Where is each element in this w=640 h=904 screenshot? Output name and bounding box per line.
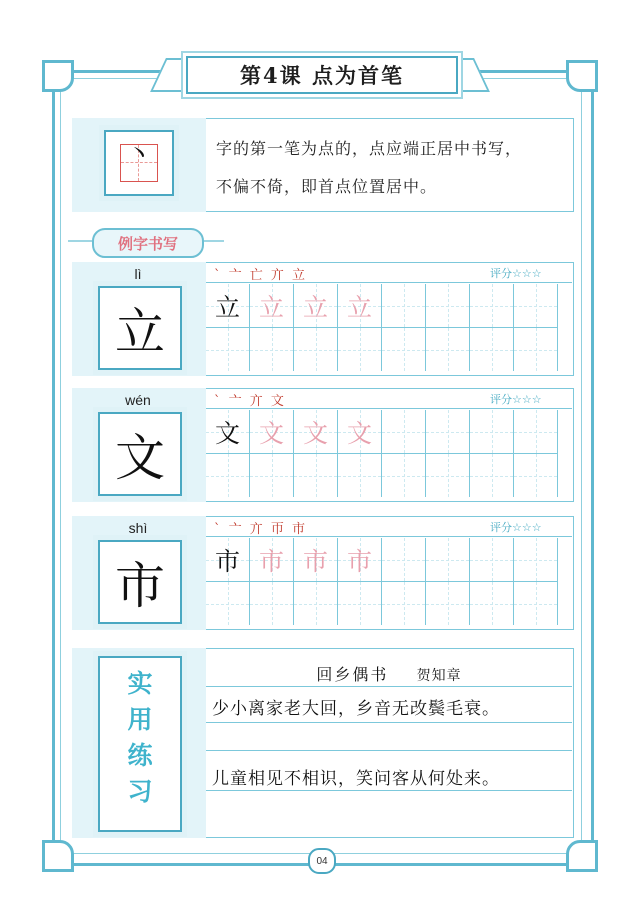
grid-cell[interactable] — [250, 454, 294, 497]
rule-stroke-box — [104, 130, 174, 196]
grid-cell[interactable] — [426, 582, 470, 625]
grid-cell[interactable] — [382, 454, 426, 497]
trace-character: 文 — [346, 418, 372, 448]
grid-cell[interactable] — [294, 538, 338, 581]
grid-cell[interactable] — [426, 538, 470, 581]
trace-character: 立 — [346, 292, 372, 322]
grid-cell[interactable] — [426, 454, 470, 497]
poem-author: 贺知章 — [416, 668, 462, 684]
grid-cell[interactable] — [514, 582, 558, 625]
grid-cell[interactable] — [470, 538, 514, 581]
grid-cell[interactable] — [250, 538, 294, 581]
grid-cell[interactable] — [206, 328, 250, 371]
frame-corner — [566, 60, 598, 92]
rule-text-line1: 字的第一笔为点的，点应端正居中书写， — [216, 139, 523, 158]
trace-character: 立 — [302, 292, 328, 322]
practice-grid-row — [206, 454, 558, 497]
grid-cell[interactable] — [250, 328, 294, 371]
grid-top-line — [206, 408, 572, 409]
grid-cell[interactable] — [206, 582, 250, 625]
character-big: 市 — [98, 540, 182, 624]
character-big: 文 — [98, 412, 182, 496]
practice-label-box — [98, 656, 182, 832]
grid-cell[interactable] — [382, 538, 426, 581]
practice-grid-row — [206, 582, 558, 625]
stroke-order: ` 亠 亡 亣 立 — [214, 268, 308, 283]
character-pinyin: wén — [125, 392, 151, 408]
trace-character: 立 — [258, 292, 284, 322]
trace-character: 文 — [302, 418, 328, 448]
grid-cell[interactable] — [514, 284, 558, 327]
frame-corner — [566, 840, 598, 872]
frame-corner — [42, 60, 74, 92]
poem-line2: 儿童相见不相识，笑问客从何处来。 — [212, 769, 500, 789]
grid-cell[interactable] — [514, 410, 558, 453]
grid-cell[interactable] — [382, 582, 426, 625]
practice-label-char: 习 — [127, 777, 153, 806]
grid-cell[interactable] — [470, 410, 514, 453]
score-label: 评分☆☆☆ — [490, 393, 542, 406]
grid-cell[interactable] — [470, 328, 514, 371]
lesson-title-banner — [150, 52, 490, 96]
model-character: 文 — [214, 418, 240, 448]
character-pinyin: shì — [128, 520, 148, 536]
grid-cell[interactable] — [338, 538, 382, 581]
grid-cell[interactable] — [294, 284, 338, 327]
grid-cell[interactable] — [514, 538, 558, 581]
grid-cell[interactable] — [382, 328, 426, 371]
section-badge — [82, 228, 210, 254]
score-label: 评分☆☆☆ — [490, 521, 542, 534]
poem-title: 回乡偶书 — [316, 665, 389, 684]
grid-cell[interactable] — [382, 410, 426, 453]
practice-grid-row — [206, 538, 558, 582]
grid-cell[interactable] — [470, 582, 514, 625]
grid-cell[interactable] — [294, 582, 338, 625]
model-character: 市 — [214, 546, 240, 576]
rule-text-line2: 不偏不倚，即首点位置居中。 — [216, 177, 438, 196]
grid-top-line — [206, 536, 572, 537]
grid-cell[interactable] — [470, 454, 514, 497]
lesson-title: 第4课 点为首笔 — [240, 63, 404, 88]
grid-cell[interactable] — [338, 582, 382, 625]
grid-cell[interactable] — [250, 582, 294, 625]
rule-example-stroke: 丶 — [125, 140, 152, 170]
character-big: 立 — [98, 286, 182, 370]
poem-line1: 少小离家老大回，乡音无改鬓毛衰。 — [212, 699, 500, 719]
grid-cell[interactable] — [250, 410, 294, 453]
trace-character: 市 — [258, 546, 284, 576]
practice-grid-row — [206, 284, 558, 328]
grid-top-line — [206, 282, 572, 283]
grid-cell[interactable] — [294, 410, 338, 453]
grid-cell[interactable] — [470, 284, 514, 327]
trace-character: 文 — [258, 418, 284, 448]
grid-cell[interactable] — [514, 328, 558, 371]
grid-cell[interactable] — [338, 454, 382, 497]
practice-label-char: 练 — [127, 741, 153, 770]
stroke-order: ` 亠 亣 文 — [214, 394, 286, 409]
practice-grid-row — [206, 410, 558, 454]
practice-label-char: 实 — [127, 669, 153, 698]
trace-character: 市 — [302, 546, 328, 576]
score-label: 评分☆☆☆ — [490, 267, 542, 280]
grid-cell[interactable] — [426, 284, 470, 327]
practice-grid-row — [206, 328, 558, 371]
model-character: 立 — [214, 292, 240, 322]
grid-cell[interactable] — [206, 410, 250, 453]
grid-cell[interactable] — [338, 284, 382, 327]
grid-cell[interactable] — [426, 328, 470, 371]
grid-cell[interactable] — [338, 410, 382, 453]
grid-cell[interactable] — [426, 410, 470, 453]
frame-corner — [42, 840, 74, 872]
grid-cell[interactable] — [338, 328, 382, 371]
section-badge-label: 例字书写 — [92, 228, 204, 258]
grid-cell[interactable] — [294, 328, 338, 371]
grid-cell[interactable] — [294, 454, 338, 497]
grid-cell[interactable] — [514, 454, 558, 497]
grid-cell[interactable] — [382, 284, 426, 327]
practice-label-char: 用 — [127, 705, 153, 734]
page-number: 04 — [308, 848, 336, 874]
poem-heading — [206, 662, 572, 685]
trace-character: 市 — [346, 546, 372, 576]
grid-cell[interactable] — [250, 284, 294, 327]
title-box — [186, 56, 458, 94]
stroke-order: ` 亠 亣 帀 市 — [214, 522, 308, 537]
grid-cell[interactable] — [206, 284, 250, 327]
character-pinyin: lì — [134, 266, 142, 282]
grid-cell[interactable] — [206, 454, 250, 497]
grid-cell[interactable] — [206, 538, 250, 581]
